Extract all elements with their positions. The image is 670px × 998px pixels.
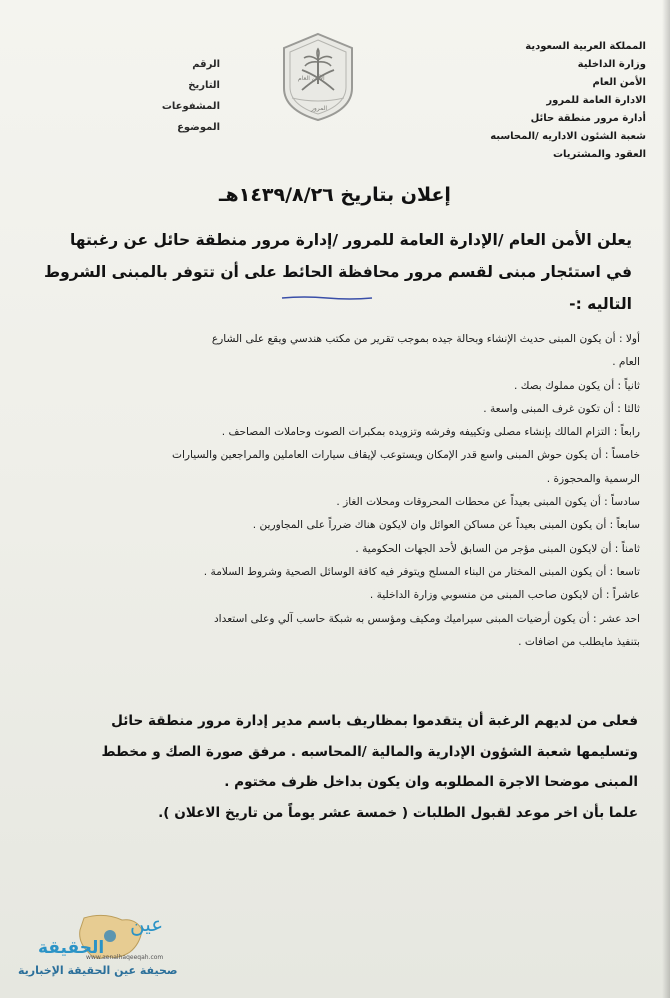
page-edge-shadow xyxy=(662,0,670,998)
intro-line: يعلن الأمن العام /الإدارة العامة للمرور /إدارة مرور منطقة حائل عن رغبتها xyxy=(69,231,632,249)
intro-line: التاليه :- xyxy=(569,295,632,313)
condition-line: تاسعا : أن يكون المبنى المختار من البناء المسلح ويتوفر فيه كافة الوسائل الصحية وشروط السلامة . xyxy=(203,565,640,578)
ref-field-number: الرقم xyxy=(192,59,220,70)
announcement-title: إعلان بتاريخ ١٤٣٩/٨/٢٦هـ xyxy=(219,184,451,206)
condition-line: سادساً : أن يكون المبنى بعيداً عن محطات المحروقات ومحلات الغاز . xyxy=(336,496,640,509)
condition-line: بتنفيذ مايطلب من اضافات . xyxy=(518,635,640,648)
watermark-ein: عين xyxy=(130,912,164,936)
closing-line: علما بأن اخر موعد لقبول الطلبات ( خمسة عشر يوماً من تاريخ الاعلان ). xyxy=(158,804,638,821)
header-line: الأمن العام xyxy=(592,77,646,88)
header-line: أدارة مرور منطقة حائل xyxy=(530,113,646,124)
ref-field-subject: الموضوع xyxy=(177,122,220,133)
header-line: العقود والمشتريات xyxy=(552,149,646,160)
ministry-header xyxy=(426,38,646,164)
handwritten-underline xyxy=(280,295,374,301)
condition-line: خامساً : أن يكون حوش المبنى واسع قدر الإمكان ويستوعب لإيقاف سيارات العاملين والمراجعين والسيارات xyxy=(172,449,640,462)
closing-paragraph xyxy=(20,706,638,828)
condition-line: ثالثا : أن تكون غرف المبنى واسعة . xyxy=(483,402,640,415)
intro-line: في استئجار مبنى لقسم مرور محافظة الحائط على أن تتوفر بالمبنى الشروط xyxy=(44,263,632,281)
condition-line: أولا : أن يكون المبنى حديث الإنشاء وبحالة جيده بموجب تقرير من مكتب هندسي ويقع على الشارع xyxy=(211,333,640,345)
emblem-top-text: الأمن العام xyxy=(298,75,325,82)
watermark-name: الحقيقة xyxy=(38,938,105,958)
header-line: وزارة الداخلية xyxy=(577,59,646,70)
ref-field-attachments: المشفوعات xyxy=(161,101,220,112)
condition-line: احد عشر : أن يكون أرضيات المبنى سيراميك ومكيف ومؤسس به شبكة حاسب آلي وعلى استعداد xyxy=(213,612,640,625)
header-line: المملكة العربية السعودية xyxy=(525,41,646,52)
header-line: الادارة العامة للمرور xyxy=(546,95,646,106)
watermark-url: www.aenalhaqeeqah.com xyxy=(86,954,164,961)
condition-line: العام . xyxy=(612,356,640,369)
closing-line: المبنى موضحا الاجرة المطلوبه وان يكون بداخل ظرف مختوم . xyxy=(224,774,638,790)
condition-line: عاشراً : أن لايكون صاحب المبنى من منسوبي وزارة الداخلية . xyxy=(369,589,640,602)
closing-line: فعلى من لديهم الرغبة أن يتقدموا بمظاريف باسم مدير إدارة مرور منطقة حائل xyxy=(111,713,638,729)
closing-line: وتسليمها شعبة الشؤون الإدارية والمالية /المحاسبه . مرفق صورة الصك و مخطط xyxy=(101,743,638,760)
conditions-list xyxy=(30,328,640,654)
watermark-tagline: صحيفة عين الحقيقة الإخبارية xyxy=(18,964,178,977)
condition-line: ثامناً : أن لايكون المبنى مؤجر من السابق لأحد الجهات الحكومية . xyxy=(355,542,640,555)
header-line: شعبة الشئون الاداريه /المحاسبه xyxy=(490,131,646,142)
condition-line: سابعاً : أن يكون المبنى بعيداً عن مساكن العوائل وان لايكون هناك ضرراً على المجاورين . xyxy=(252,519,640,532)
emblem-bottom-text: المرور xyxy=(311,105,328,112)
intro-paragraph xyxy=(22,224,632,320)
ref-field-date: التاريخ xyxy=(188,80,220,91)
condition-line: ثانياً : أن يكون مملوك بصك . xyxy=(513,379,640,392)
reference-fields xyxy=(150,54,220,138)
traffic-police-emblem xyxy=(278,30,358,124)
condition-line: الرسمية والمحجوزة . xyxy=(546,472,640,485)
condition-line: رابعاً : التزام المالك بإنشاء مصلى وتكييفه وفرشه وتزويده بمكبرات الصوت وحاملات المصاحف . xyxy=(221,426,640,439)
